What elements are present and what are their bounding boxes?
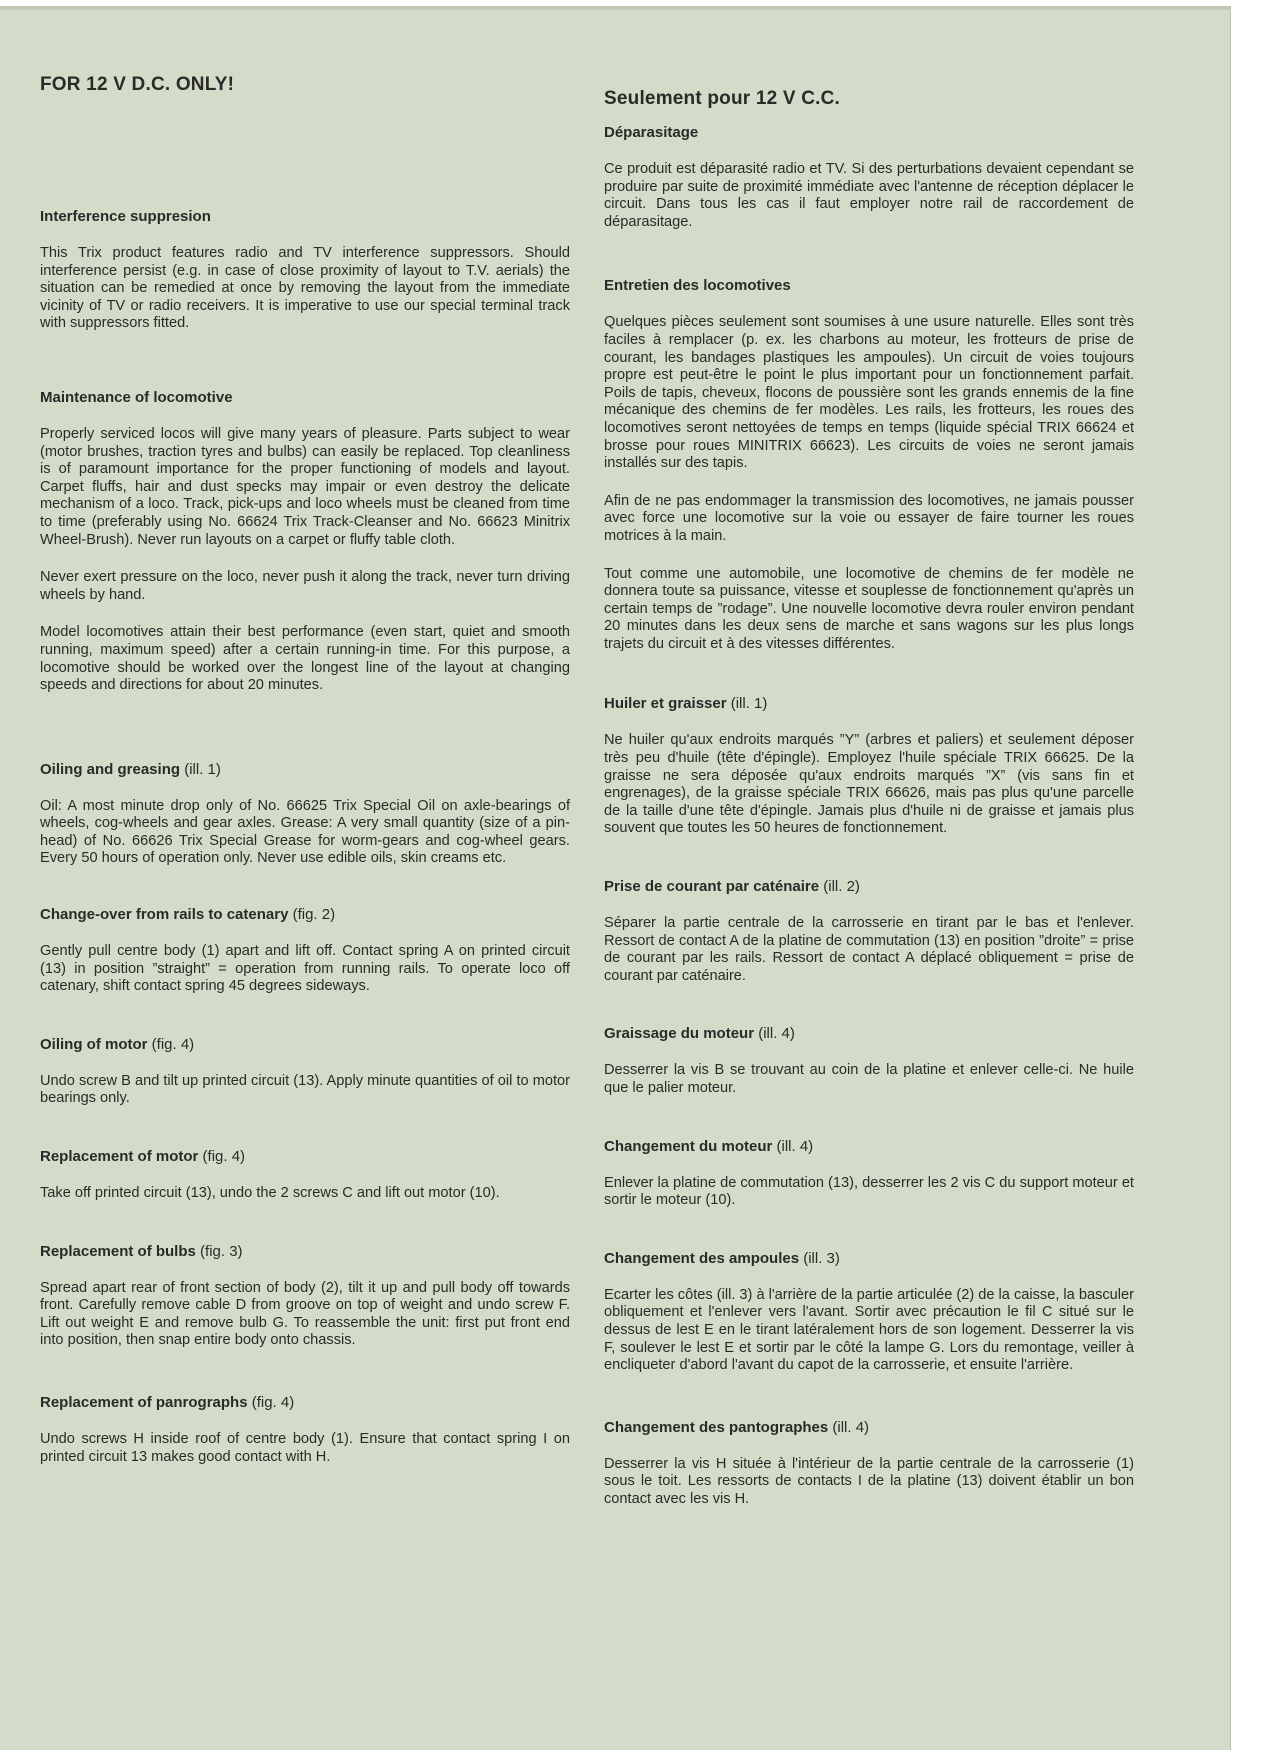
french-title: Seulement pour 12 V C.C. xyxy=(604,88,841,109)
paragraph: Properly serviced locos will give many years of pleasure. Parts subject to wear (motor brushes, traction tyres and bulbs) can easily be replaced. Top cleanliness is of paramount importance for the proper functioning of models and layout. Carpet fluffs, hair and dust specks may impair or even destroy the delicate mechanism of a loco. Track, pick-ups and loco wheels must be cleaned from time to time (preferably using No. 66624 Trix Track-Cleanser and No. 66623 Minitrix Wheel-Brush). Never run layouts on a carpet or fluffy table cloth. xyxy=(40,425,570,548)
section-title-deparasitage: Déparasitage xyxy=(604,124,699,141)
paragraph: Desserrer la vis H située à l'intérieur de la partie centrale de la carrosserie (1) sous le toit. Les ressorts de contacts I de la platine (13) doivent établir un bon contact avec les vis H. xyxy=(604,1455,1134,1507)
section-title-oiling-greasing: Oiling and greasing (ill. 1) xyxy=(40,760,221,778)
section-title-change-over: Change-over from rails to catenary (fig. 2) xyxy=(40,906,336,924)
paragraph: Spread apart rear of front section of body (2), tilt it up and pull body off towards front. Carefully remove cable D from groove on top of weight and undo screw F. Lift out weight E and remove bulb G. To reassemble the unit: first put front end into position, then snap entire body onto chassis. xyxy=(40,1279,570,1349)
paragraph: Undo screws H inside roof of centre body (1). Ensure that contact spring I on printed circuit 13 makes good contact with H. xyxy=(40,1431,570,1465)
document-sheet xyxy=(0,6,1231,1750)
paragraph: This Trix product features radio and TV interference suppressors. Should interference persist (e.g. in case of close proximity of layout to T.V. aerials) the situation can be remedied at once by removing the layout from the immediate vicinity of TV or radio receivers. It is imperative to use our special terminal track with suppressors fitted. xyxy=(40,245,570,332)
french-column xyxy=(604,88,1134,1509)
paragraph: Ecarter les côtes (ill. 3) à l'arrière de la partie articulée (2) de la caisse, la basculer obliquement et l'enlever vers l'avant. Sortir avec précaution le fil C situé sur le dessus de lest E en le tirant latéralement hors de son logement. Desserrer la vis F, soulever le lest E et sortir par le côté la lampe G. Lors du remontage, veiller à encliqueter d'abord l'avant du capot de la carrosserie, et ensuite l'arrière. xyxy=(604,1286,1135,1374)
section-title-replacement-motor: Replacement of motor (fig. 4) xyxy=(40,1148,246,1166)
section-title-replacement-pantographs: Replacement of panrographs (fig. 4) xyxy=(40,1394,295,1411)
english-column xyxy=(40,74,570,1466)
section-title-changement-ampoules: Changement des ampoules (ill. 3) xyxy=(604,1249,840,1267)
paragraph: Model locomotives attain their best performance (even start, quiet and smooth running, maximum speed) after a certain running-in time. For this purpose, a locomotive should be worked over the longest line of the layout at changing speeds and directions for about 20 minutes. xyxy=(40,624,570,694)
section-title-replacement-bulbs: Replacement of bulbs (fig. 3) xyxy=(40,1242,243,1260)
paragraph: Ne huiler qu'aux endroits marqués ”Y” (arbres et paliers) et seulement déposer très peu d'huile (tête d'épingle). Employez l'huile spéciale TRIX 66625. De la graisse ne sera déposée qu'aux endroits marqués ”X” (vis sans fin et engrenages), de la graisse spéciale TRIX 66626, mais pas plus qu'une parcelle de la taille d'une tête d'épingle. Jamais plus d'huile ni de graisse et jamais plus souvent que toutes les 50 heures de fonctionnement. xyxy=(604,732,1134,837)
paragraph: Quelques pièces seulement sont soumises à une usure naturelle. Elles sont très faciles à remplacer (p. ex. les charbons au moteur, les frotteurs de prise de courant, les bandages plastiques les ampoules). Un circuit de voies toujours propre est peut-être le point le plus important pour un fonctionnement parfait. Poils de tapis, cheveux, flocons de poussière sont les grands ennemis de la fine mécanique des chemins de fer modèles. Les rails, les frotteurs, les roues des locomotives seront nettoyées de temps en temps (liquide spécial TRIX 66624 et brosse pour roues MINITRIX 66623). Les circuits de voies ne seront jamais installés sur des tapis. xyxy=(604,314,1134,472)
paragraph: Never exert pressure on the loco, never push it along the track, never turn driving wheels by hand. xyxy=(40,569,570,603)
section-title-prise-courant: Prise de courant par caténaire (ill. 2) xyxy=(604,878,860,896)
paragraph: Gently pull centre body (1) apart and lift off. Contact spring A on printed circuit (13) in position ”straight” = operation from running rails. To operate loco off catenary, shift contact spring 45 degrees sideways. xyxy=(40,943,570,995)
section-title-maintenance: Maintenance of locomotive xyxy=(40,388,233,406)
section-title-interference: Interference suppresion xyxy=(40,208,211,225)
paragraph: Tout comme une automobile, une locomotive de chemins de fer modèle ne donnera toute sa puissance, vitesse et souplesse de fonctionnement qu'après un certain temps de ”rodage”. Une nouvelle locomotive devra rouler environ pendant 20 minutes dans les deux sens de marche et sans wagons sur les plus longs trajets du circuit et à des vitesses différentes. xyxy=(604,565,1134,652)
paragraph: Desserrer la vis B se trouvant au coin de la platine et enlever celle-ci. Ne huile que le palier moteur. xyxy=(604,1062,1134,1096)
paragraph: Undo screw B and tilt up printed circuit (13). Apply minute quantities of oil to motor bearings only. xyxy=(40,1072,570,1107)
paragraph: Afin de ne pas endommager la transmission des locomotives, ne jamais pousser avec force une locomotive sur la voie ou essayer de faire tourner les roues motrices à la main. xyxy=(604,492,1134,544)
paragraph: Take off printed circuit (13), undo the 2 screws C and lift out motor (10). xyxy=(40,1185,500,1202)
paragraph: Oil: A most minute drop only of No. 66625 Trix Special Oil on axle-bearings of wheels, cog-wheels and gear axles. Grease: A very small quantity (size of a pin-head) of No. 66626 Trix Special Grease for worm-gears and cog-wheel gears. Every 50 hours of operation only. Never use edible oils, skin creams etc. xyxy=(40,797,570,867)
section-title-changement-pantographes: Changement des pantographes (ill. 4) xyxy=(604,1418,870,1436)
paragraph: Séparer la partie centrale de la carrosserie en tirant par le bas et l'enlever. Ressort de contact A de la platine de commutation (13) en position ”droite” = prise de courant par les rails. Ressort de contact A déplacé obliquement = prise de courant par caténaire. xyxy=(604,915,1134,984)
paragraph: Enlever la platine de commutation (13), desserrer les 2 vis C du support moteur et sortir le moteur (10). xyxy=(604,1174,1134,1209)
section-title-entretien: Entretien des locomotives xyxy=(604,277,791,295)
section-title-oiling-motor: Oiling of motor (fig. 4) xyxy=(40,1035,195,1053)
section-title-changement-moteur: Changement du moteur (ill. 4) xyxy=(604,1137,814,1155)
section-title-graissage: Graissage du moteur (ill. 4) xyxy=(604,1025,795,1043)
section-title-huiler: Huiler et graisser (ill. 1) xyxy=(604,695,768,713)
paragraph: Ce produit est déparasité radio et TV. Si des perturbations devaient cependant se produire par suite de proximité immédiate avec l'antenne de réception déplacer le circuit. Dans tous les cas il faut employer notre rail de raccordement de déparasitage. xyxy=(604,161,1134,230)
english-title: FOR 12 V D.C. ONLY! xyxy=(40,74,235,95)
